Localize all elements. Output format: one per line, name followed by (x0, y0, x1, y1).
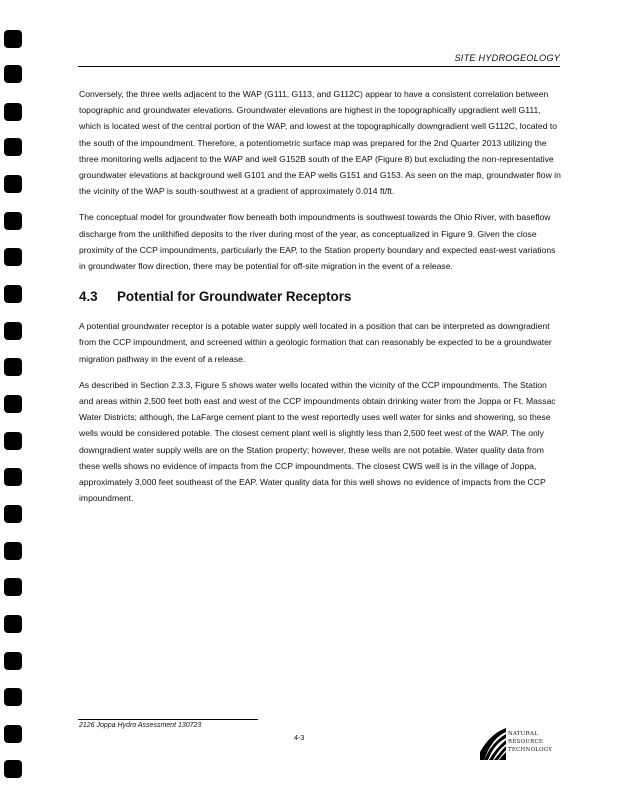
punch-hole (4, 30, 22, 48)
punch-hole (4, 760, 22, 778)
page-number: 4-3 (294, 733, 305, 742)
punch-hole (4, 542, 22, 560)
footer-doc-id: 2126 Joppa Hydro Assessment 130723 (79, 722, 202, 729)
section-heading (79, 288, 561, 306)
punch-hole (4, 138, 22, 156)
logo-mark-icon (478, 722, 508, 762)
section-title: Potential for Groundwater Receptors (117, 289, 352, 305)
punch-hole (4, 175, 22, 193)
punch-hole (4, 395, 22, 413)
body-paragraph: As described in Section 2.3.3, Figure 5 shows water wells located within the vicinity of the CCP impoundments. The Station and areas within 2,500 feet both east and west of the CCP impoundments obtain drinking water from the Joppa or Ft. Massac Water Districts; although, the LaFarge cement plant to the west reportedly uses well water for sinks and showering, so these wells would be considered potable. The closest cement plant well is slightly less than 2,500 feet west of the WAP. The only downgradient water supply wells are on the Station property; however, these wells are not potable. Water quality data from these wells shows no evidence of impacts from the CCP impoundments. The closest CWS well is in the village of Joppa, approximately 3,000 feet southeast of the EAP. Water quality data for this well shows no evidence of impacts from the CCP impoundment. (79, 379, 556, 504)
header-rule (78, 66, 560, 67)
punch-hole (4, 248, 22, 266)
punch-hole (4, 505, 22, 523)
logo-line: TECHNOLOGY (508, 747, 553, 753)
punch-hole (4, 688, 22, 706)
punch-hole (4, 468, 22, 486)
punch-hole (4, 212, 22, 230)
body-paragraph: A potential groundwater receptor is a potable water supply well located in a position that can be interpreted as downgradient from the CCP impoundment, and screened within a geologic formation that can reasonably be expected to be a groundwater migration pathway in the event of a release. (79, 321, 552, 364)
page-body (79, 86, 561, 516)
punch-hole (4, 103, 22, 121)
punch-hole (4, 652, 22, 670)
punch-hole (4, 615, 22, 633)
logo-line: RESOURCE (508, 739, 544, 745)
body-paragraph: Conversely, the three wells adjacent to the WAP (G111, G113, and G112C) appear to have a consistent correlation between topographic and groundwater elevations. Groundwater elevations are highest in the topographically upgradient well G111, which is located west of the central portion of the WAP, and lowest at the topographically downgradient well G112C, located to the south of the impoundment. Therefore, a potentiometric surface map was prepared for the 2nd Quarter 2013 utilizing the three monitoring wells adjacent to the WAP and well G152B south of the EAP (Figure 8) but excluding the non-representative groundwater elevations at background well G101 and the EAP wells G151 and G153. As seen on the map, groundwater flow in the vicinity of the WAP is south-southwest at a gradient of approximately 0.014 ft/ft. (79, 89, 561, 197)
body-paragraph: The conceptual model for groundwater flow beneath both impoundments is southwest towards the Ohio River, with baseflow discharge from the unlithified deposits to the river during most of the year, as conceptualized in Figure 9. Given the close proximity of the CCP impoundments, particularly the EAP, to the Station property boundary and expected east-west variations in groundwater flow direction, there may be potential for off-site migration in the event of a release. (79, 212, 556, 272)
logo-line: NATURAL (508, 731, 539, 737)
punch-hole (4, 358, 22, 376)
logo-text (508, 730, 552, 754)
footer-rule (78, 719, 258, 720)
punch-hole (4, 432, 22, 450)
punch-hole (4, 285, 22, 303)
section-number: 4.3 (79, 289, 98, 305)
punch-hole (4, 65, 22, 83)
running-header: SITE HYDROGEOLOGY (454, 53, 560, 63)
punch-hole (4, 578, 22, 596)
punch-hole (4, 322, 22, 340)
company-logo (478, 722, 568, 766)
punch-hole (4, 725, 22, 743)
